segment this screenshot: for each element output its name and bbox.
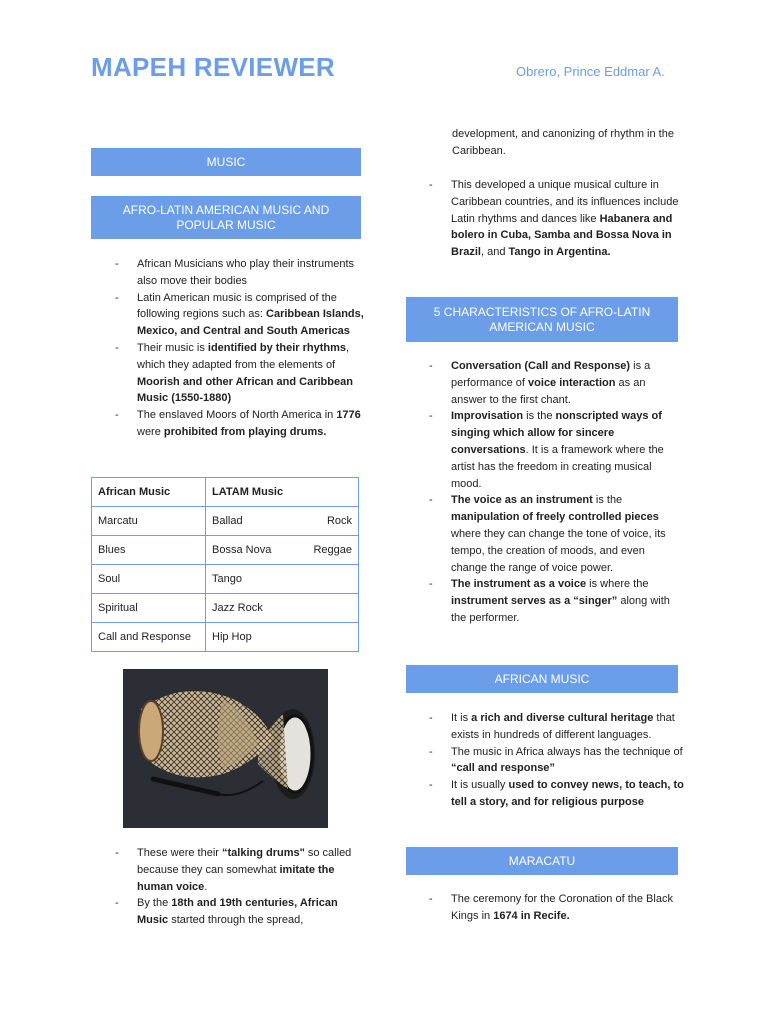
music-genre-table: [91, 477, 359, 652]
african-music-list: [429, 710, 691, 811]
author-name: Obrero, Prince Eddmar A.: [516, 64, 665, 79]
banner-afro-latin: [91, 196, 361, 239]
cell-latam: Jazz Rock: [206, 594, 359, 623]
column-header-latam: LATAM Music: [206, 478, 359, 507]
cell-african: Soul: [92, 565, 206, 594]
banner-characteristics-label: 5 CHARACTERISTICS OF AFRO-LATIN AMERICAN MUSIC: [433, 304, 651, 334]
cell-african: Blues: [92, 536, 206, 565]
list-item: - By the 18th and 19th centuries, African Music started through the spread,: [115, 895, 365, 929]
continued-paragraph: development, and canonizing of rhythm in the Caribbean.: [452, 128, 674, 157]
column-header-african: African Music: [92, 478, 206, 507]
banner-music: [91, 148, 361, 176]
talking-drum-photo: [123, 669, 328, 828]
table-row: [92, 594, 359, 623]
list-item: - African Musicians who play their instruments also move their bodies: [115, 256, 365, 290]
cell-latam: Hip Hop: [206, 623, 359, 652]
list-item: - The ceremony for the Coronation of the Black Kings in 1674 in Recife.: [429, 891, 691, 925]
list-item: - This developed a unique musical culture in Caribbean countries, and its influences include Latin rhythms and dances like Habanera and bolero in Cuba, Samba and Bossa Nova in Brazil, and Tango in Argentina.: [429, 177, 694, 261]
table-row: [92, 565, 359, 594]
cell-african: Call and Response: [92, 623, 206, 652]
list-item: - Improvisation is the nonscripted ways of singing which allow for sincere conversations. It is a framework where the artist has the freedom in creating musical mood.: [429, 408, 683, 492]
cell-african: Spiritual: [92, 594, 206, 623]
banner-music-label: MUSIC: [206, 154, 246, 169]
banner-afro-latin-label: AFRO-LATIN AMERICAN MUSIC AND POPULAR MUSIC: [122, 202, 330, 232]
banner-characteristics: [406, 297, 678, 342]
list-item: - It is a rich and diverse cultural heritage that exists in hundreds of different languages.: [429, 710, 691, 744]
talking-drums-list: [115, 845, 365, 929]
talking-drum-image: [123, 669, 328, 828]
maracatu-list: [429, 891, 691, 925]
characteristics-list: [429, 358, 683, 627]
list-item: - Conversation (Call and Response) is a performance of voice interaction as an answer to the first chant.: [429, 358, 683, 408]
list-item: - The music in Africa always has the technique of “call and response”: [429, 744, 691, 778]
cell-african: Marcatu: [92, 507, 206, 536]
list-item: - The voice as an instrument is the manipulation of freely controlled pieces where they can change the tone of voice, its tempo, the creation of moods, and even change the range of voice power.: [429, 492, 683, 576]
table-header-row: [92, 478, 359, 507]
list-item: - It is usually used to convey news, to teach, to tell a story, and for religious purpose: [429, 777, 691, 811]
rhythm-influence-list: [429, 177, 694, 261]
cell-latam: Tango: [206, 565, 359, 594]
page-title: MAPEH REVIEWER: [91, 52, 336, 82]
list-item: - The enslaved Moors of North America in 1776 were prohibited from playing drums.: [115, 407, 365, 441]
banner-african-music-label: AFRICAN MUSIC: [494, 671, 590, 686]
banner-maracatu: [406, 847, 678, 875]
list-item: - The instrument as a voice is where the instrument serves as a “singer” along with the performer.: [429, 576, 683, 626]
banner-maracatu-label: MARACATU: [508, 853, 576, 868]
banner-african-music: [406, 665, 678, 693]
afro-latin-intro-list: [115, 256, 365, 441]
list-item: - Latin American music is comprised of the following regions such as: Caribbean Islands, Mexico, and Central and South Americas: [115, 290, 365, 340]
list-item: - Their music is identified by their rhythms, which they adapted from the elements of Moorish and other African and Caribbean Music (1550-1880): [115, 340, 365, 407]
cell-latam: Bossa Nova Reggae: [206, 536, 359, 565]
table-row: [92, 623, 359, 652]
table-row: [92, 507, 359, 536]
table-row: [92, 536, 359, 565]
list-item: - These were their “talking drums" so called because they can somewhat imitate the human voice.: [115, 845, 365, 895]
cell-latam: Ballad Rock: [206, 507, 359, 536]
